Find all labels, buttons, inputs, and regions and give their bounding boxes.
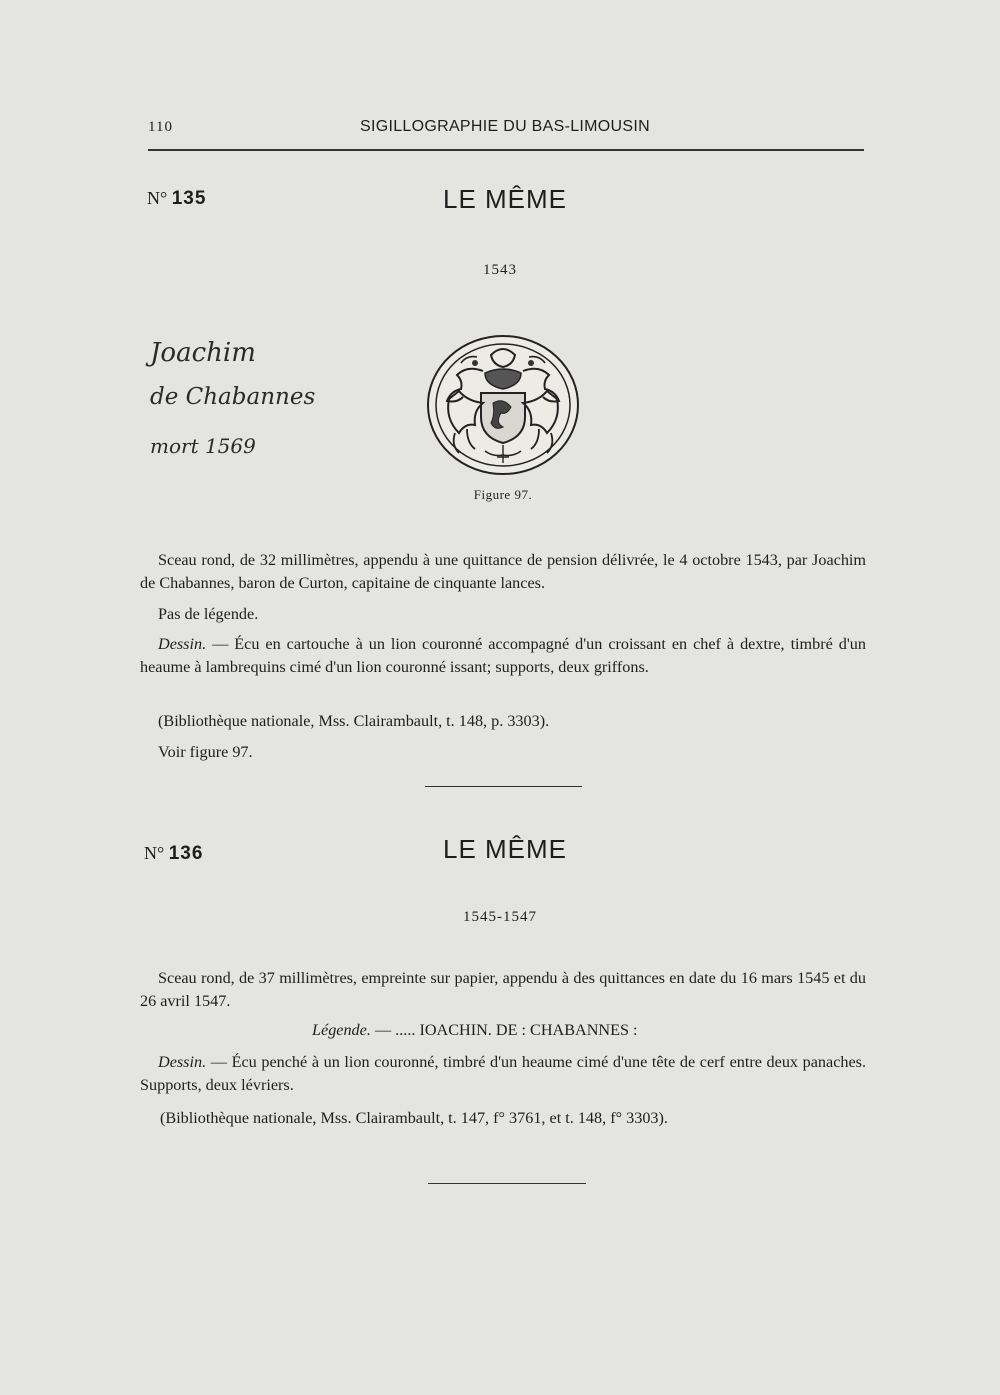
- entry-135-number-prefix: N°: [147, 188, 168, 208]
- entry-136-source: (Bibliothèque nationale, Mss. Clairambault, t. 147, f° 3761, et t. 148, f° 3303).: [160, 1109, 668, 1127]
- entry-135-number-value: 135: [171, 188, 207, 209]
- entry-136-description: [140, 967, 866, 1013]
- entry-136-design-text: — Écu penché à un lion couronné, timbré d'un heaume cimé d'une tête de cerf entre deux panaches. Supports, deux lévriers.: [140, 1053, 866, 1094]
- entry-135-description: [140, 549, 866, 595]
- entry-136-legend-label: Légende.: [312, 1021, 371, 1039]
- entry-135-legend: Pas de légende.: [158, 605, 259, 623]
- seal-figure-97: [425, 333, 581, 477]
- entry-135-design: [140, 633, 866, 679]
- entry-136-design-label: Dessin.: [158, 1053, 207, 1071]
- entry-136-number-value: 136: [168, 843, 204, 864]
- header-rule: [148, 149, 864, 151]
- entry-135-design-label: Dessin.: [158, 635, 207, 653]
- entry-135-title: LE MÊME: [442, 184, 568, 214]
- entry-136-legend: [312, 1021, 638, 1040]
- figure-caption: Figure 97.: [473, 487, 533, 502]
- page-number: 110: [148, 119, 173, 135]
- entry-136-number-prefix: N°: [144, 843, 165, 863]
- entry-135-description-text: Sceau rond, de 32 millimètres, appendu à une quittance de pension délivrée, le 4 octobre 1543, par Joachim de Chabannes, baron de Curton, capitaine de cinquante lances.: [140, 551, 866, 592]
- handwritten-note-line1: Joachim: [150, 338, 256, 368]
- entry-136-title: LE MÊME: [442, 834, 568, 864]
- entry-136-legend-text: — ..... IOACHIN. DE : CHABANNES :: [370, 1021, 638, 1039]
- handwritten-note-line2: de Chabannes: [150, 384, 316, 410]
- entry-135-design-text: — Écu en cartouche à un lion couronné accompagné d'un croissant en chef à dextre, timbré d'un heaume à lambrequins cimé d'un lion couronné issant; supports, deux griffons.: [140, 635, 866, 676]
- running-title: SIGILLOGRAPHIE DU BAS-LIMOUSIN: [360, 118, 650, 135]
- end-separator: [428, 1183, 586, 1184]
- entry-135-source: (Bibliothèque nationale, Mss. Clairambault, t. 148, p. 3303).: [158, 712, 550, 730]
- entry-136-design: [140, 1051, 866, 1097]
- entry-136-description-text: Sceau rond, de 37 millimètres, empreinte sur papier, appendu à des quittances en date du 16 mars 1545 et du 26 avril 1547.: [140, 969, 866, 1010]
- entry-135-see: Voir figure 97.: [158, 743, 253, 761]
- entry-136-date: 1545-1547: [463, 909, 537, 925]
- section-separator: [425, 786, 582, 787]
- entry-135-date: 1543: [483, 262, 517, 278]
- handwritten-note-line3: mort 1569: [150, 434, 256, 458]
